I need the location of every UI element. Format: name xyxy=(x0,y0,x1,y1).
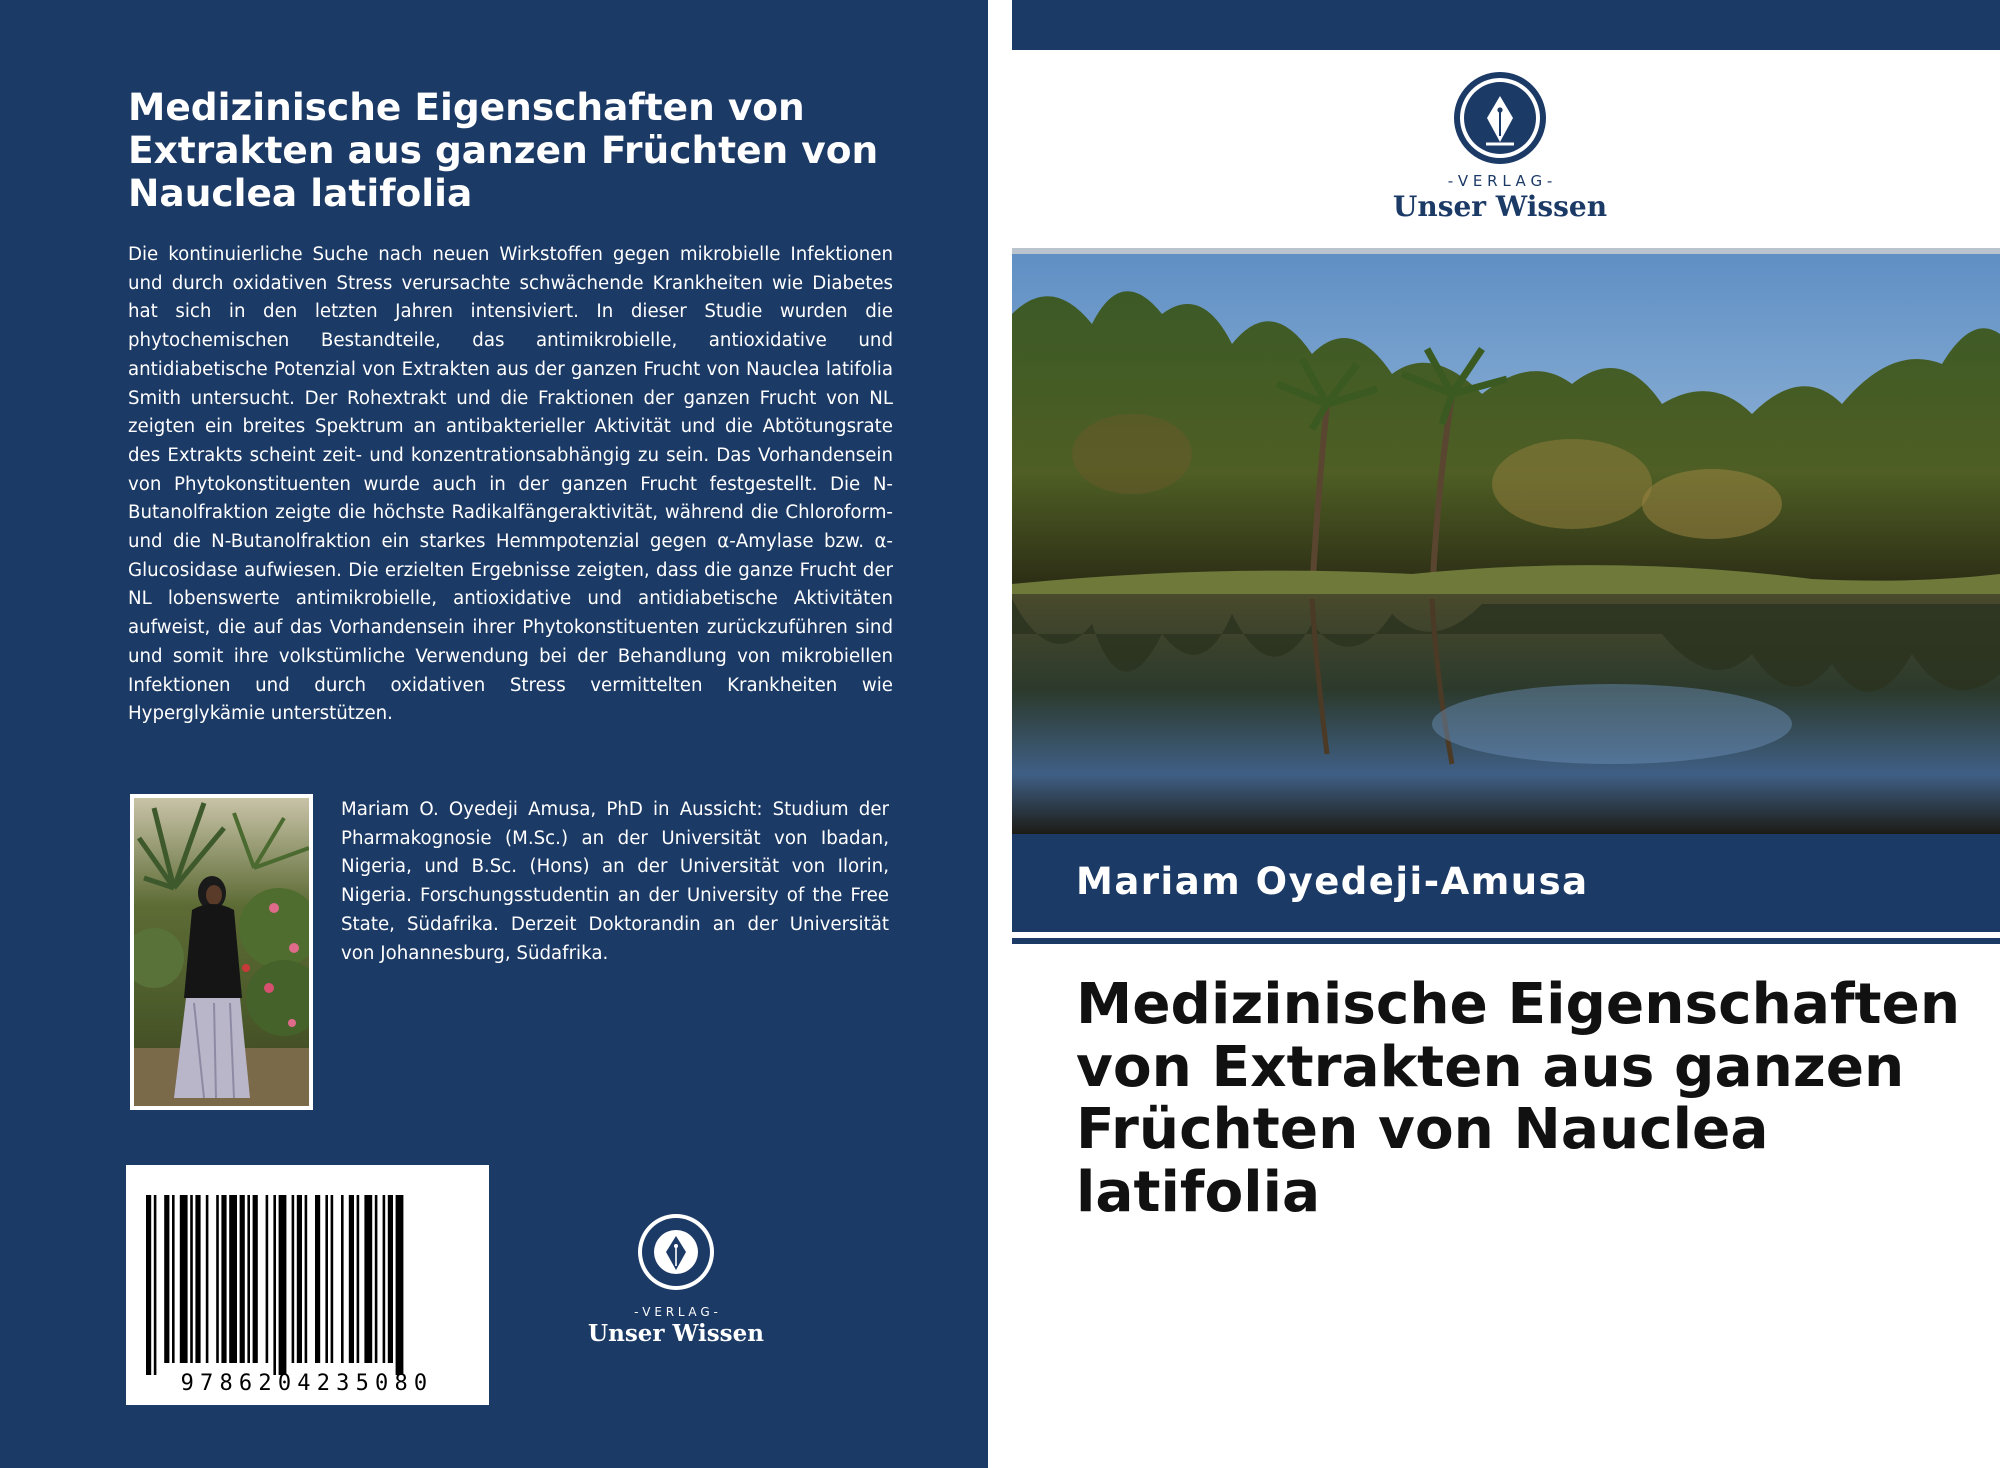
barcode-bar xyxy=(247,1195,250,1363)
barcode-bar xyxy=(325,1195,328,1363)
barcode-bar xyxy=(154,1195,157,1375)
front-cover xyxy=(1012,0,2000,1468)
barcode-bar xyxy=(383,1195,386,1363)
author-name: Mariam Oyedeji-Amusa xyxy=(1076,860,1589,903)
barcode-bar xyxy=(164,1195,169,1363)
lake-forest-image xyxy=(1012,254,2000,834)
barcode-bar xyxy=(180,1195,188,1363)
barcode-bar xyxy=(315,1195,320,1363)
author-band-underline xyxy=(1012,938,2000,944)
barcode-bar xyxy=(273,1195,276,1375)
barcode-bar xyxy=(190,1195,193,1363)
barcode-bar xyxy=(349,1195,354,1363)
barcode-bar xyxy=(229,1195,237,1363)
back-publisher-logo xyxy=(578,1212,774,1347)
barcode-graphic xyxy=(126,1165,489,1405)
spine xyxy=(988,0,1012,1468)
barcode-bar xyxy=(279,1195,287,1375)
barcode-bar xyxy=(195,1195,200,1363)
barcode-bar xyxy=(206,1195,209,1363)
author-band xyxy=(1012,834,2000,932)
back-logo-brand: Unser Wissen xyxy=(588,1320,764,1347)
pen-nib-logo-icon xyxy=(638,1214,714,1290)
front-logo-brand: Unser Wissen xyxy=(1392,190,1608,223)
barcode-bar xyxy=(331,1195,334,1363)
barcode-bar xyxy=(266,1195,269,1363)
barcode-bar xyxy=(240,1195,245,1363)
front-publisher-logo xyxy=(1382,70,1618,230)
barcode-bar xyxy=(305,1195,308,1363)
barcode-bar xyxy=(292,1195,295,1363)
barcode-bar xyxy=(396,1195,404,1375)
isbn-barcode xyxy=(126,1165,489,1405)
author-bio: Mariam O. Oyedeji Amusa, PhD in Aussicht: Studium der Pharmakognosie (M.Sc.) an der Universität von Ibadan, Nigeria, und B.Sc. (Hons) an der Universität von Ilorin, Nigeria. Forschungsstudentin an der University of the Free State, Südafrika. Derzeit Doktorandin an der Universität von Johannesburg, Südafrika. xyxy=(341,799,889,964)
barcode-bar xyxy=(253,1195,258,1363)
cover-photo xyxy=(1012,254,2000,834)
front-top-bar xyxy=(1012,0,2000,50)
barcode-bar xyxy=(357,1195,360,1363)
back-cover-blurb: Die kontinuierliche Suche nach neuen Wirkstoffen gegen mikrobielle Infektionen und durch oxidativen Stress verursachte schwächende Krankheiten wie Diabetes hat sich in den letzten Jahren intensiviert. In dieser Studie wurden die phytochemischen Bestandteile, das antimikrobielle, antioxidative und antidiabetische Potenzial von Extrakten aus der ganzen Frucht von Nauclea latifolia Smith untersucht. Der Rohextrakt und die Fraktionen der ganzen Frucht von NL zeigten ein breites Spektrum an antibakterieller Aktivität und die Abtötungsrate des Extrakts scheint zeit- und konzentrationsabhängig zu sein. Das Vorhandensein von Phytokonstituenten wurde auch in der ganzen Frucht festgestellt. Die N-Butanolfraktion zeigte die höchste Radikalfängeraktivität, während die Chloroform- und die N-Butanolfraktion ein starkes Hemmpotenzial gegen α-Amylase bzw. α-Glucosidase aufwiesen. Die erzielten Ergebnisse zeigten, dass die ganze Frucht der NL lobenswerte antimikrobielle, antioxidative und antidiabetische Aktivitäten aufweist, die auf das Vorhandensein ihrer Phytokonstituenten zurückzuführen sind und somit ihre volkstümliche Verwendung bei der Behandlung von mikrobiellen Infektionen und durch oxidativen Stress vermittelten Krankheiten wie Hyperglykämie unterstützen. xyxy=(128,244,893,725)
barcode-bar xyxy=(172,1195,175,1363)
barcode-bar xyxy=(341,1195,344,1363)
front-logo-verlag: - V E R L A G - xyxy=(1447,172,1553,190)
back-cover xyxy=(0,0,988,1468)
barcode-bar xyxy=(216,1195,219,1363)
barcode-bar xyxy=(364,1195,372,1363)
barcode-bar xyxy=(297,1195,302,1363)
barcode-bar xyxy=(375,1195,378,1363)
author-portrait-image xyxy=(134,798,309,1106)
front-cover-title: Medizinische Eigenschaften von Extrakten aus ganzen Früchten von Nauclea latifolia xyxy=(1076,972,1961,1225)
back-logo-verlag: - V E R L A G - xyxy=(634,1305,718,1319)
barcode-bar xyxy=(388,1195,393,1363)
barcode-bar xyxy=(221,1195,226,1363)
author-photo xyxy=(130,794,313,1110)
pen-nib-logo-icon xyxy=(1454,72,1546,164)
isbn-digits: 9786204235080 xyxy=(180,1371,434,1396)
barcode-bar xyxy=(146,1195,151,1375)
back-cover-title: Medizinische Eigenschaften von Extrakten aus ganzen Früchten von Nauclea latifolia xyxy=(128,85,879,215)
